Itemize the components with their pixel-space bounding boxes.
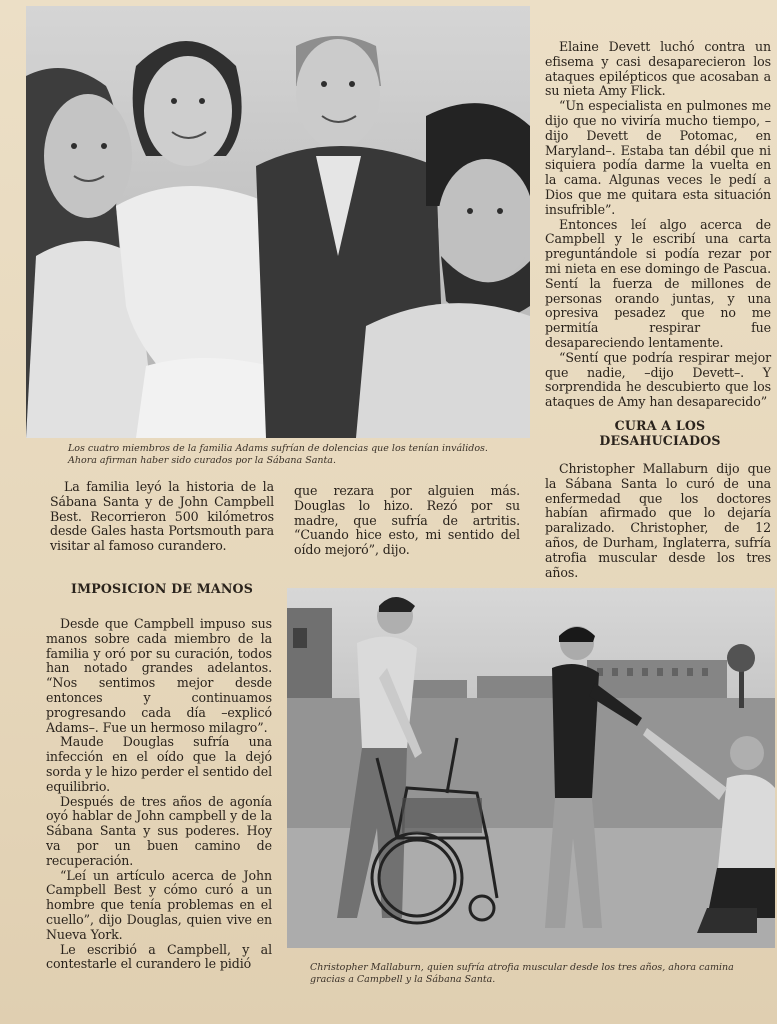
paragraph: Después de tres años de agonía oyó hablar de John campbell y de la Sábana Santa y sus poderes. Hoy va por un buen camino de recuperación. [46, 793, 272, 868]
intro-paragraph [50, 480, 274, 554]
paragraph: “Sentí que podría respirar mejor que nadie, –dijo Devett–. Y sorprendida he descubierto que los ataques de Amy han desaparecido” [545, 349, 771, 410]
mallaburn-story [545, 462, 771, 580]
paragraph: “Leí un artículo acerca de John Campbell Best y cómo curó a un hombre que tenía problemas en el cuello”, dijo Douglas, quien vive en Nueva York. [46, 867, 272, 942]
paragraph: “Un especialista en pulmones me dijo que no viviría mucho tiempo, –dijo Devett de Potomac, en Maryland–. Estaba tan débil que ni siquiera podía darme la vuelta en la cama. Algunas veces le pedí a Dios que me quitara esta situación insufrible”. [545, 98, 771, 217]
paragraph: Maude Douglas sufría una infección en el oído que la dejó sorda y le hizo perder el sentido del equilibrio. [46, 734, 272, 794]
section-heading-imposicion: IMPOSICION DE MANOS [70, 581, 254, 596]
family-photo [26, 6, 530, 438]
heading-line: DESAHUCIADOS [599, 433, 721, 448]
paragraph: La familia leyó la historia de la Sábana Santa y de John Campbell Best. Recorrieron 500 kilómetros desde Gales hasta Portsmouth para visitar al famoso curandero. [50, 479, 274, 554]
paragraph: que rezara por alguien más. Douglas lo hizo. Rezó por su madre, que sufría de artritis. “Cuando hice esto, mi sentido del oído mejoró”, dijo. [294, 483, 520, 558]
paragraph: Le escribió a Campbell, y al contestarle el curandero le pidió [46, 941, 272, 972]
paragraph: Christopher Mallaburn dijo que la Sábana Santa lo curó de una enfermedad que los doctores habían afirmado que lo dejaría paralizado. Christopher, de 12 años, de Durham, Inglaterra, sufría atrofia muscular desde los tres años. [545, 461, 771, 580]
wheelchair-photo [287, 588, 775, 948]
heading-line: CURA A LOS [614, 418, 706, 433]
wheelchair-photo-caption: Christopher Mallaburn, quien sufría atrofia muscular desde los tres años, ahora camina gracias a Campbell y la Sábana Santa. [310, 962, 734, 985]
devett-story [545, 40, 771, 410]
section-heading-cura [560, 418, 760, 448]
paragraph: Entonces leí algo acerca de Campbell y le escribí una carta preguntándole si podía rezar por mi nieta en ese domingo de Pascua. Sentí la fuerza de millones de personas orando juntas, y una opresiva pesadez que no me permitía respirar fue desapareciendo lentamente. [545, 216, 771, 350]
imposicion-story [46, 617, 272, 972]
douglas-continuation [294, 484, 520, 558]
paragraph: Elaine Devett luchó contra un efisema y casi desaparecieron los ataques epilépticos que acosaban a su nieta Amy Flick. [545, 39, 771, 99]
paragraph: Desde que Campbell impuso sus manos sobre cada miembro de la familia y oró por su curación, todos han notado grandes adelantos. “Nos sentimos mejor desde entonces y continuamos progresando cada día –explicó Adams–. Fue un hermoso milagro”. [46, 616, 272, 735]
family-photo-caption: Los cuatro miembros de la familia Adams sufrían de dolencias que los tenían inválidos. Ahora afirman haber sido curados por la Sábana Santa. [68, 443, 488, 466]
